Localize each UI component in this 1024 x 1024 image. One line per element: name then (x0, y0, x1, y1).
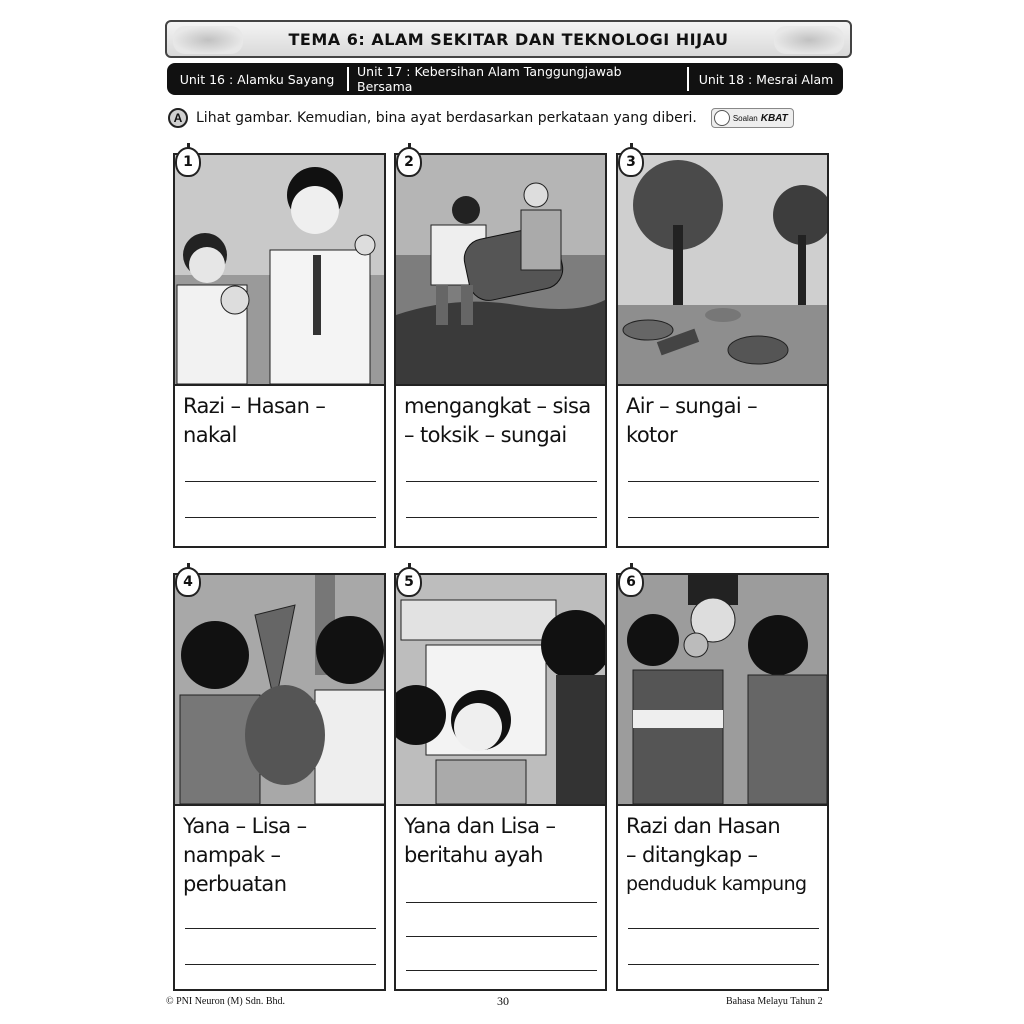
answer-line (406, 936, 597, 937)
card-number: 2 (396, 147, 422, 177)
prompt-line: Air – sungai – (626, 394, 758, 418)
copyright-text: © PNI Neuron (M) Sdn. Bhd. (166, 996, 285, 1007)
answer-line (185, 517, 376, 518)
answer-line (628, 517, 819, 518)
prompt-line: – toksik – sungai (404, 423, 567, 447)
card-number: 1 (175, 147, 201, 177)
instruction-row (168, 106, 794, 130)
answer-line (406, 481, 597, 482)
illustration-boys-caught (616, 573, 829, 806)
card-number: 4 (175, 567, 201, 597)
unit-18-label: Unit 18 : Mesrai Alam (698, 71, 834, 87)
instruction-text: Lihat gambar. Kemudian, bina ayat berdasarkan perkataan yang diberi. (196, 110, 697, 126)
prompt-line: penduduk kampung (626, 873, 807, 895)
illustration-carrying-barrel (394, 153, 607, 386)
banner-ornament-right (774, 26, 844, 54)
unit-17-label: Unit 17 : Kebersihan Alam Tanggungjawab Bersama (347, 67, 689, 91)
prompt-box (173, 386, 386, 548)
prompt-box (616, 386, 829, 548)
answer-line (406, 517, 597, 518)
illustration-polluted-river (616, 153, 829, 386)
banner-ornament-left (173, 26, 243, 54)
book-title: Bahasa Melayu Tahun 2 (726, 996, 823, 1007)
prompt-line: nakal (183, 423, 237, 447)
prompt-line: beritahu ayah (404, 843, 543, 867)
illustration-boys-clapping (173, 153, 386, 386)
prompt-line: perbuatan (183, 872, 287, 896)
illustration-girls-watching (173, 573, 386, 806)
prompt-box (616, 806, 829, 991)
prompt-box (394, 806, 607, 991)
answer-line (628, 481, 819, 482)
card-number: 3 (618, 147, 644, 177)
prompt-line: Yana – Lisa – (183, 814, 307, 838)
kbat-label: KBAT (760, 112, 788, 124)
theme-banner (165, 20, 852, 58)
prompt-box (394, 386, 607, 548)
answer-line (406, 902, 597, 903)
answer-line (628, 964, 819, 965)
prompt-line: – ditangkap – (626, 843, 758, 867)
answer-line (185, 481, 376, 482)
page-number: 30 (497, 994, 509, 1008)
kbat-badge (711, 108, 794, 128)
prompt-line: kotor (626, 423, 677, 447)
answer-line (185, 964, 376, 965)
answer-line (406, 970, 597, 971)
prompt-line: mengangkat – sisa (404, 394, 591, 418)
unit-bar (167, 63, 843, 95)
kbat-small-label: Soalan (732, 113, 758, 123)
prompt-line: Razi dan Hasan (626, 814, 781, 838)
prompt-box (173, 806, 386, 991)
prompt-line: Yana dan Lisa – (404, 814, 556, 838)
prompt-line: nampak – (183, 843, 281, 867)
kbat-icon (714, 110, 730, 126)
illustration-telling-father (394, 573, 607, 806)
card-number: 6 (618, 567, 644, 597)
answer-line (628, 928, 819, 929)
section-badge: A (168, 108, 188, 128)
unit-16-label: Unit 16 : Alamku Sayang (179, 71, 335, 87)
answer-line (185, 928, 376, 929)
prompt-line: Razi – Hasan – (183, 394, 326, 418)
theme-title: TEMA 6: ALAM SEKITAR DAN TEKNOLOGI HIJAU (288, 29, 729, 49)
card-number: 5 (396, 567, 422, 597)
